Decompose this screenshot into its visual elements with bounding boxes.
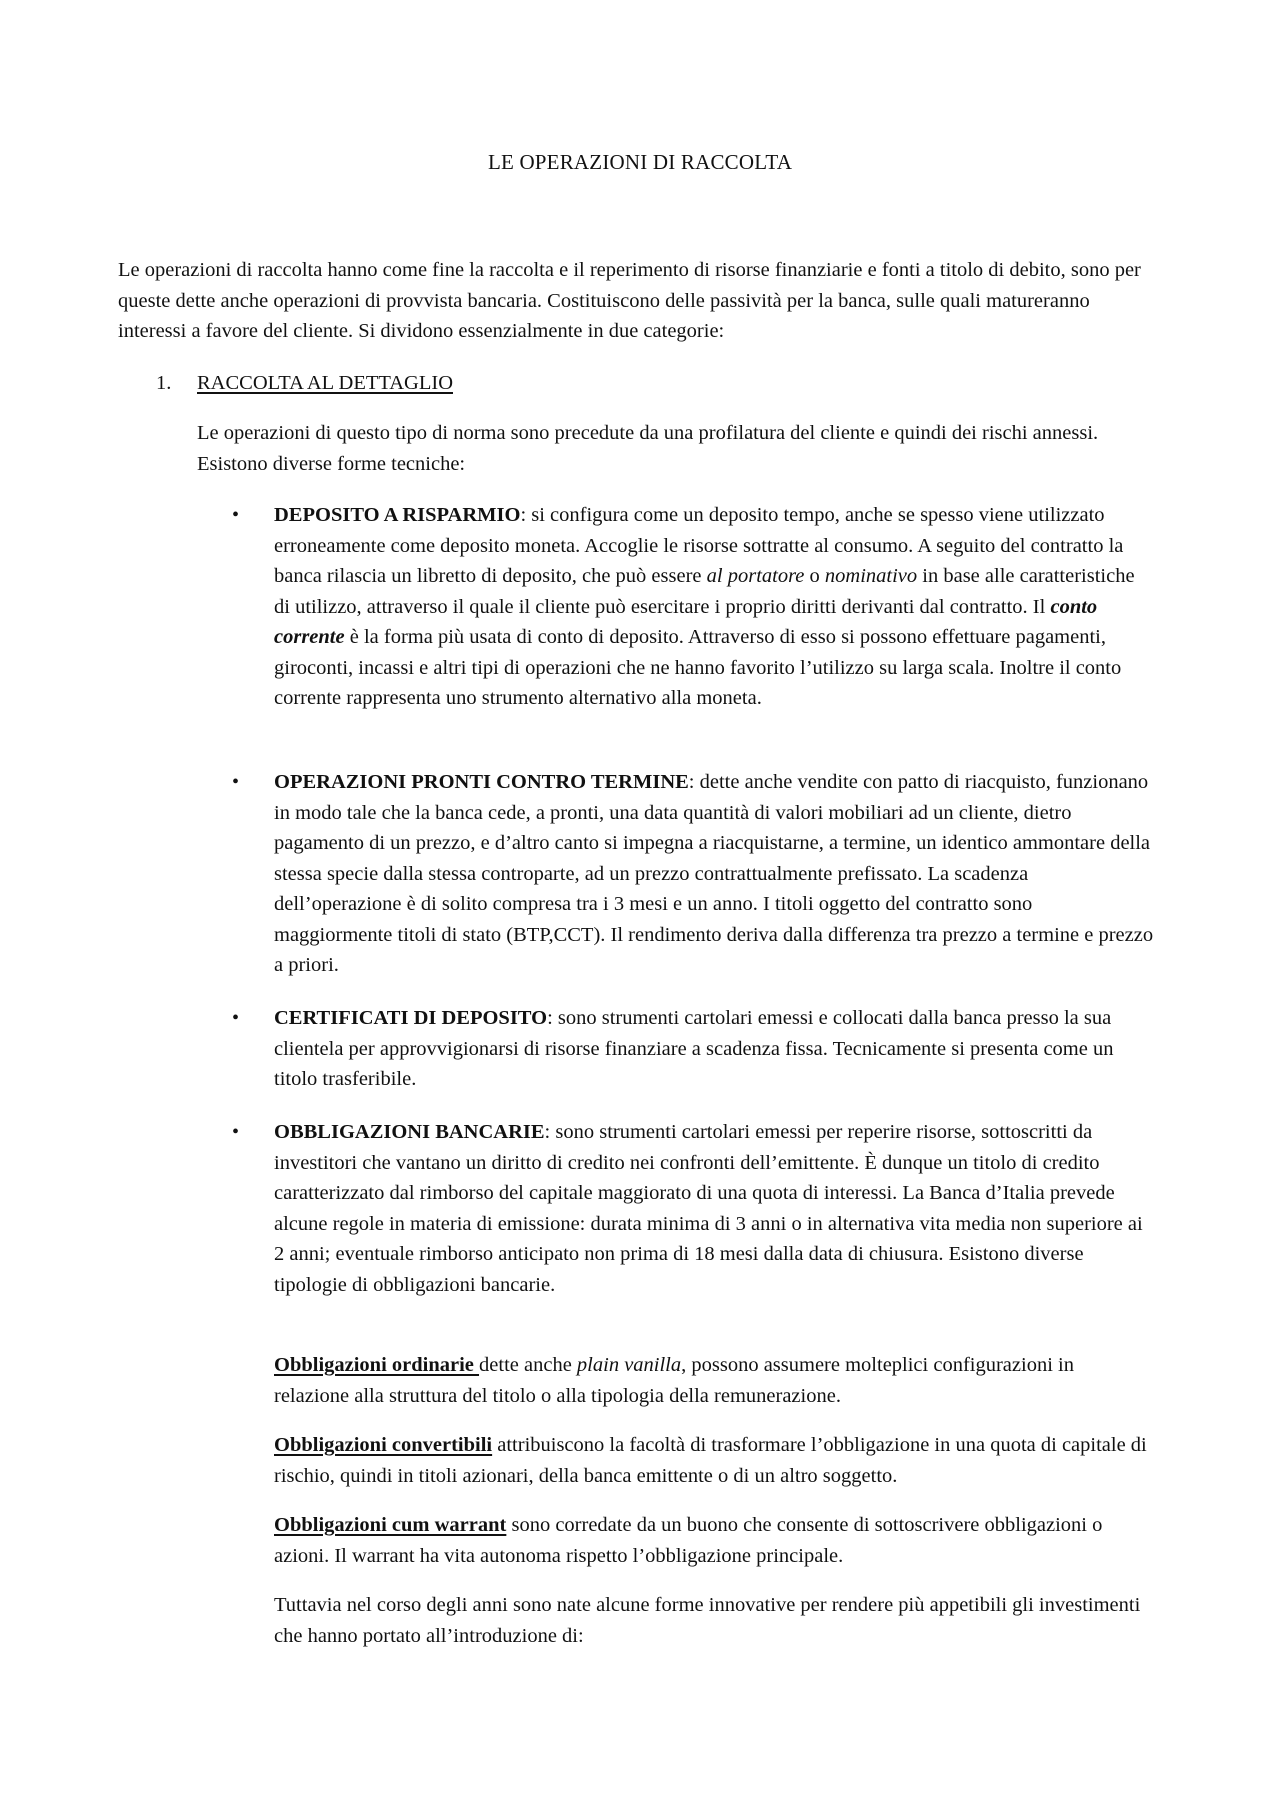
sub-obbligazioni-convertibili	[274, 1430, 1154, 1491]
item-label: OBBLIGAZIONI BANCARIE	[274, 1121, 545, 1143]
item-pronti-contro-termine	[274, 767, 1154, 981]
item-italic: al portatore	[706, 565, 805, 587]
bullet-marker: •	[232, 771, 240, 793]
bullet-marker: •	[232, 1121, 240, 1143]
item-certificati-deposito	[274, 1003, 1154, 1095]
item-deposito-risparmio	[274, 500, 1154, 714]
sub-label: Obbligazioni ordinarie	[274, 1354, 480, 1376]
intro-paragraph: Le operazioni di raccolta hanno come fine la raccolta e il reperimento di risorse finanziarie e fonti a titolo di debito, sono per queste dette anche operazioni di provvista bancaria. Costituiscono delle passività per la banca, sulle quali matureranno interessi a favore del cliente. Si dividono essenzialmente in due categorie:	[118, 259, 1141, 342]
item-label: DEPOSITO A RISPARMIO	[274, 504, 521, 526]
item-text: : dette anche vendite con patto di riacquisto, funzionano in modo tale che la banca cede, a pronti, una data quantità di valori mobiliari ad un cliente, dietro pagamento di un prezzo, e d’altro canto si impegna a riacquistarne, a termine, un identico ammontare della stessa specie dalla stessa controparte, ad un prezzo contrattualmente prefissato. La scadenza dell’operazione è di solito compresa tra i 3 mesi e un anno. I titoli oggetto del contratto sono maggiormente titoli di stato (BTP,CCT). Il rendimento deriva dalla differenza tra prezzo a termine e prezzo a priori.	[274, 771, 1154, 976]
section-lead-paragraph: Le operazioni di questo tipo di norma sono precedute da una profilatura del cliente e quindi dei rischi annessi. Esistono diverse forme tecniche:	[197, 422, 1099, 475]
sub-text: attribuiscono la facoltà di trasformare l’obbligazione in una quota di capitale di rischio, quindi in titoli azionari, della banca emittente o di un altro soggetto.	[274, 1434, 1147, 1487]
sub-tuttavia-paragraph: Tuttavia nel corso degli anni sono nate alcune forme innovative per rendere più appetibili gli investimenti che hanno portato all’introduzione di:	[274, 1594, 1141, 1647]
sub-text: , possono assumere molteplici configurazioni in relazione alla struttura del titolo o alla tipologia della remunerazione.	[274, 1354, 1074, 1407]
item-obbligazioni-bancarie	[274, 1117, 1154, 1300]
sub-text: dette anche	[479, 1354, 577, 1376]
item-label: CERTIFICATI DI DEPOSITO	[274, 1007, 548, 1029]
sub-italic: plain vanilla	[576, 1354, 682, 1376]
sub-obbligazioni-ordinarie	[274, 1350, 1154, 1411]
item-text: è la forma più usata di conto di deposito. Attraverso di esso si possono effettuare pagamenti, giroconti, incassi e altri tipi di operazioni che ne hanno favorito l’utilizzo su larga scala. Inoltre il conto corrente rappresenta uno strumento alternativo alla moneta.	[274, 626, 1122, 709]
section-number: 1.	[156, 372, 172, 394]
section-heading: RACCOLTA AL DETTAGLIO	[197, 372, 453, 394]
sub-label: Obbligazioni cum warrant	[274, 1514, 507, 1536]
bullet-marker: •	[232, 504, 240, 526]
item-bold-italic: conto corrente	[274, 595, 1098, 648]
item-label: OPERAZIONI PRONTI CONTRO TERMINE	[274, 771, 689, 793]
item-text: o	[804, 565, 825, 587]
bullet-marker: •	[232, 1007, 240, 1029]
item-italic: nominativo	[824, 565, 918, 587]
item-text: in base alle caratteristiche di utilizzo, attraverso il quale il cliente può esercitare i proprio diritti derivanti dal contratto. Il	[274, 565, 1135, 618]
item-text: : si configura come un deposito tempo, anche se spesso viene utilizzato erroneamente come deposito moneta. Accoglie le risorse sottratte al consumo. A seguito del contratto la banca rilascia un libretto di deposito, che può essere	[274, 504, 1124, 587]
page-title: LE OPERAZIONI DI RACCOLTA	[487, 150, 793, 174]
item-text: : sono strumenti cartolari emessi per reperire risorse, sottoscritti da investitori che vantano un diritto di credito nei confronti dell’emittente. È dunque un titolo di credito caratterizzato dal rimborso del capitale maggiorato di una quota di interessi. La Banca d’Italia prevede alcune regole in materia di emissione: durata minima di 3 anni o in alternativa vita media non superiore ai 2 anni; eventuale rimborso anticipato non prima di 18 mesi dalla data di chiusura. Esistono diverse tipologie di obbligazioni bancarie.	[274, 1121, 1143, 1296]
item-text: : sono strumenti cartolari emessi e collocati dalla banca presso la sua clientela per approvvigionarsi di risorse finanziare a scadenza fissa. Tecnicamente si presenta come un titolo trasferibile.	[274, 1007, 1114, 1090]
sub-text: sono corredate da un buono che consente di sottoscrivere obbligazioni o azioni. Il warrant ha vita autonoma rispetto l’obbligazione principale.	[274, 1514, 1103, 1567]
sub-obbligazioni-cum-warrant	[274, 1510, 1154, 1571]
sub-label: Obbligazioni convertibili	[274, 1434, 493, 1456]
